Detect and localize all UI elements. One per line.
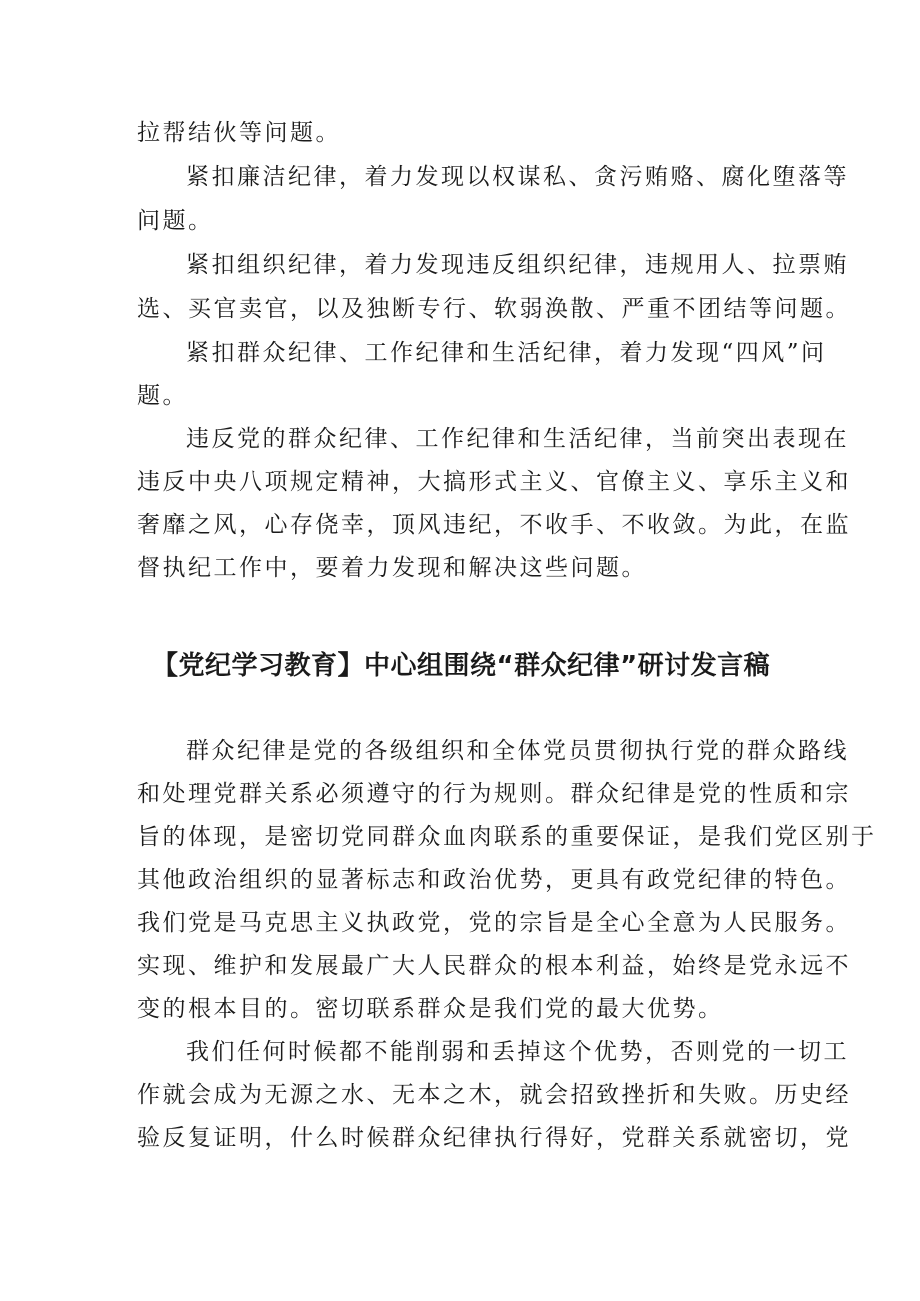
paragraph-line: 实现、维护和发展最广大人民群众的根本利益，始终是党永远不 xyxy=(137,953,851,979)
paragraph-line: 紧扣群众纪律、工作纪律和生活纪律，着力发现“四风”问 xyxy=(186,340,827,366)
paragraph-line: 问题。 xyxy=(137,208,214,234)
paragraph-line: 和处理党群关系必须遵守的行为规则。群众纪律是党的性质和宗 xyxy=(137,781,851,807)
paragraph-line: 紧扣组织纪律，着力发现违反组织纪律，违规用人、拉票贿 xyxy=(186,252,849,278)
paragraph-line: 我们党是马克思主义执政党，党的宗旨是全心全意为人民服务。 xyxy=(137,910,851,936)
paragraph-line: 违反中央八项规定精神，大搞形式主义、官僚主义、享乐主义和 xyxy=(137,469,851,495)
article-title: 【党纪学习教育】中心组围绕“群众纪律”研讨发言稿 xyxy=(152,651,771,681)
paragraph-line: 旨的体现，是密切党同群众血肉联系的重要保证，是我们党区别于 xyxy=(137,824,877,850)
paragraph-line: 作就会成为无源之水、无本之木，就会招致挫折和失败。历史经 xyxy=(137,1082,851,1108)
paragraph-line: 其他政治组织的显著标志和政治优势，更具有政党纪律的特色。 xyxy=(137,867,851,893)
paragraph-line: 群众纪律是党的各级组织和全体党员贯彻执行党的群众路线 xyxy=(186,738,849,764)
paragraph-line: 紧扣廉洁纪律，着力发现以权谋私、贪污贿赂、腐化堕落等 xyxy=(186,164,849,190)
paragraph-line: 选、买官卖官，以及独断专行、软弱涣散、严重不团结等问题。 xyxy=(137,296,851,322)
paragraph-line: 我们任何时候都不能削弱和丢掉这个优势，否则党的一切工 xyxy=(186,1039,849,1065)
paragraph-line: 变的根本目的。密切联系群众是我们党的最大优势。 xyxy=(137,996,724,1022)
paragraph-line: 题。 xyxy=(137,383,188,409)
paragraph-line: 拉帮结伙等问题。 xyxy=(137,120,341,146)
paragraph-line: 验反复证明，什么时候群众纪律执行得好，党群关系就密切，党 xyxy=(137,1125,851,1151)
paragraph-line: 违反党的群众纪律、工作纪律和生活纪律，当前突出表现在 xyxy=(186,426,849,452)
paragraph-line: 奢靡之风，心存侥幸，顶风违纪，不收手、不收敛。为此，在监 xyxy=(137,512,851,538)
paragraph-line: 督执纪工作中，要着力发现和解决这些问题。 xyxy=(137,555,647,581)
